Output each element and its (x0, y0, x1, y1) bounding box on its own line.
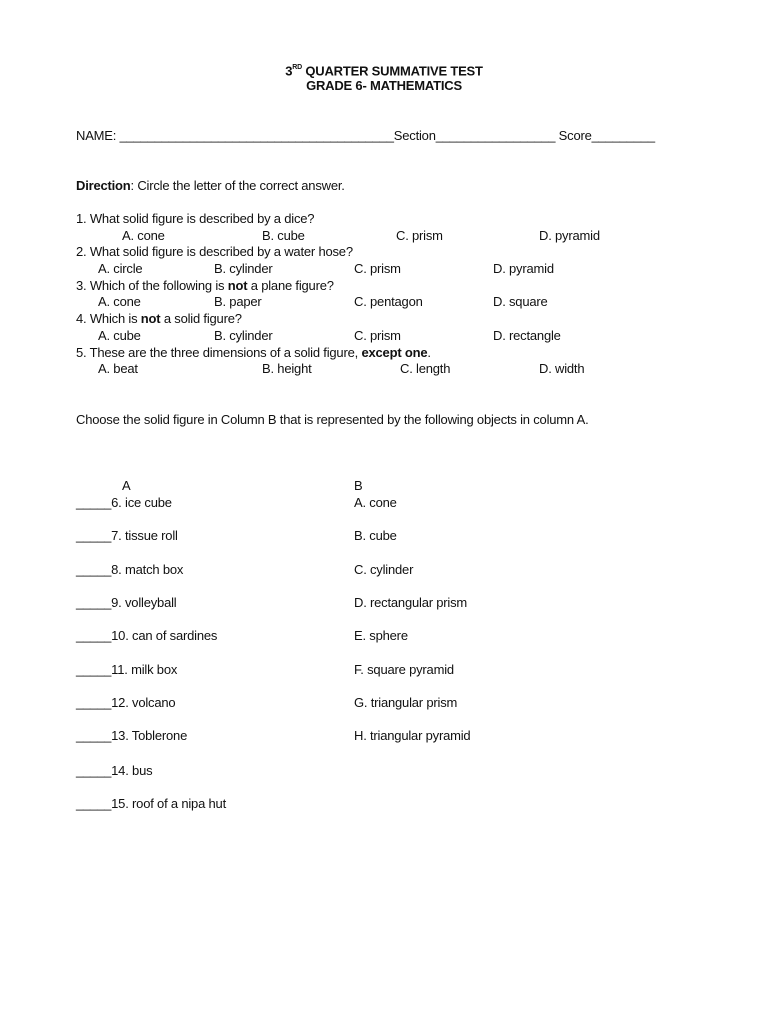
choice-2b: B. cylinder (214, 261, 273, 276)
column-a-item: _____14. bus (76, 763, 153, 778)
question-5 (76, 345, 431, 361)
column-a-item: _____11. milk box (76, 662, 178, 677)
column-a-item: _____10. can of sardines (76, 628, 218, 643)
column-b-header: B (354, 478, 363, 493)
question-2 (76, 244, 353, 260)
question-emphasis: not (140, 311, 161, 326)
column-a-item: _____9. volleyball (76, 595, 177, 610)
choice-3c: C. pentagon (354, 294, 423, 309)
question-emphasis: not (227, 278, 248, 293)
column-b-item: H. triangular pyramid (354, 728, 471, 743)
column-a-item: _____13. Toblerone (76, 728, 188, 743)
column-a-item: _____15. roof of a nipa hut (76, 796, 227, 811)
question-text: 2. What solid figure is described by a water hose? (76, 244, 353, 259)
column-b-item: F. square pyramid (354, 662, 454, 677)
question-4 (76, 311, 242, 327)
column-b-item: C. cylinder (354, 562, 414, 577)
column-b-item: D. rectangular prism (354, 595, 468, 610)
section-label: Section (393, 128, 436, 143)
choice-3a: A. cone (98, 294, 141, 309)
column-a-item: _____6. ice cube (76, 495, 172, 510)
choice-4a: A. cube (98, 328, 141, 343)
choice-5a: A. beat (98, 361, 138, 376)
choice-1a: A. cone (122, 228, 165, 243)
choice-2a: A. circle (98, 261, 143, 276)
column-b-item: E. sphere (354, 628, 408, 643)
matching-instruction: Choose the solid figure in Column B that is represented by the following objects in column A. (76, 412, 589, 427)
column-a-item: _____7. tissue roll (76, 528, 178, 543)
column-a-item: _____12. volcano (76, 695, 176, 710)
direction (76, 178, 345, 194)
title-text: QUARTER SUMMATIVE TEST (301, 63, 483, 79)
question-text: 3. Which of the following is (76, 278, 228, 293)
choice-5d: D. width (539, 361, 585, 376)
section-blank: _________________ (435, 128, 556, 143)
question-3 (76, 278, 334, 294)
question-emphasis: except one (361, 345, 428, 360)
choice-1b: B. cube (262, 228, 305, 243)
info-line (76, 128, 655, 144)
title-superscript: RD (292, 64, 302, 71)
question-1 (76, 211, 314, 227)
column-a-header: A (122, 478, 131, 493)
column-a-item: _____8. match box (76, 562, 184, 577)
name-blank: _______________________________________ (119, 128, 394, 143)
choice-2d: D. pyramid (493, 261, 554, 276)
choice-4d: D. rectangle (493, 328, 561, 343)
choice-4c: C. prism (354, 328, 401, 343)
question-text-end: a plane figure? (247, 278, 334, 293)
direction-label: Direction (76, 178, 131, 193)
score-label: Score (558, 128, 592, 143)
choice-3d: D. square (493, 294, 548, 309)
choice-1d: D. pyramid (539, 228, 600, 243)
choice-4b: B. cylinder (214, 328, 273, 343)
question-text: 4. Which is (76, 311, 141, 326)
test-subtitle: GRADE 6- MATHEMATICS (306, 78, 462, 93)
choice-2c: C. prism (354, 261, 401, 276)
question-text-end: . (427, 345, 431, 360)
choice-3b: B. paper (214, 294, 262, 309)
direction-text: : Circle the letter of the correct answer. (130, 178, 345, 193)
choice-5c: C. length (400, 361, 451, 376)
test-title (0, 61, 768, 79)
column-b-item: B. cube (354, 528, 397, 543)
choice-1c: C. prism (396, 228, 443, 243)
name-label: NAME: (76, 128, 117, 143)
question-text: 1. What solid figure is described by a dice? (76, 211, 315, 226)
question-text-end: a solid figure? (160, 311, 242, 326)
column-b-item: G. triangular prism (354, 695, 458, 710)
column-b-item: A. cone (354, 495, 397, 510)
choice-5b: B. height (262, 361, 312, 376)
title-ordinal: 3 (285, 63, 293, 79)
question-text: 5. These are the three dimensions of a solid figure, (76, 345, 362, 360)
score-blank: _________ (591, 128, 655, 143)
